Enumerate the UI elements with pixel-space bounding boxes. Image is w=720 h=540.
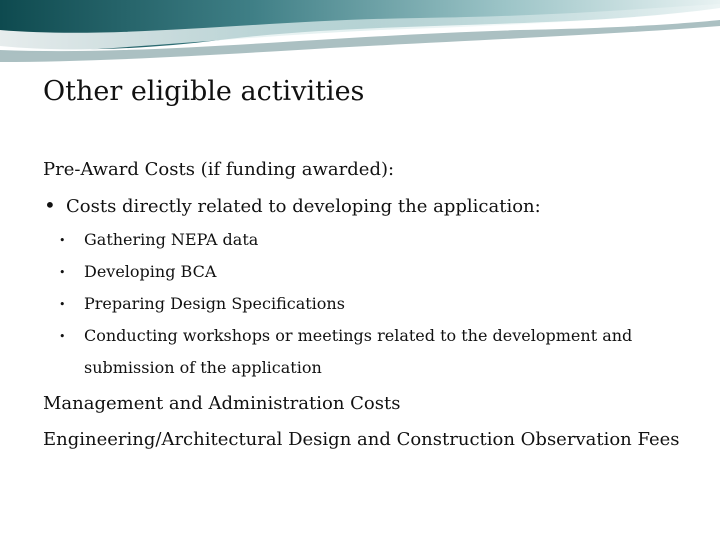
sub-bullet-continuation: submission of the application — [84, 358, 322, 377]
pre-award-heading: Pre-Award Costs (if funding awarded): — [43, 159, 395, 180]
management-costs-heading: Management and Administration Costs — [43, 393, 401, 414]
sub-bullet-dot: • — [59, 298, 66, 311]
engineering-fees-heading: Engineering/Architectural Design and Construction Observation Fees — [43, 429, 680, 450]
sub-bullet-dot: • — [59, 330, 66, 343]
header-wave-decoration — [0, 0, 720, 70]
sub-bullet-item: Preparing Design Specifications — [84, 294, 345, 313]
sub-bullet-item: Conducting workshops or meetings related to the development and — [84, 326, 633, 345]
main-bullet-text: Costs directly related to developing the application: — [66, 196, 541, 217]
sub-bullet-dot: • — [59, 234, 66, 247]
sub-bullet-item: Gathering NEPA data — [84, 230, 259, 249]
sub-bullet-item: Developing BCA — [84, 262, 217, 281]
slide-title: Other eligible activities — [43, 76, 365, 107]
bullet-dot: • — [44, 193, 56, 217]
sub-bullet-dot: • — [59, 266, 66, 279]
